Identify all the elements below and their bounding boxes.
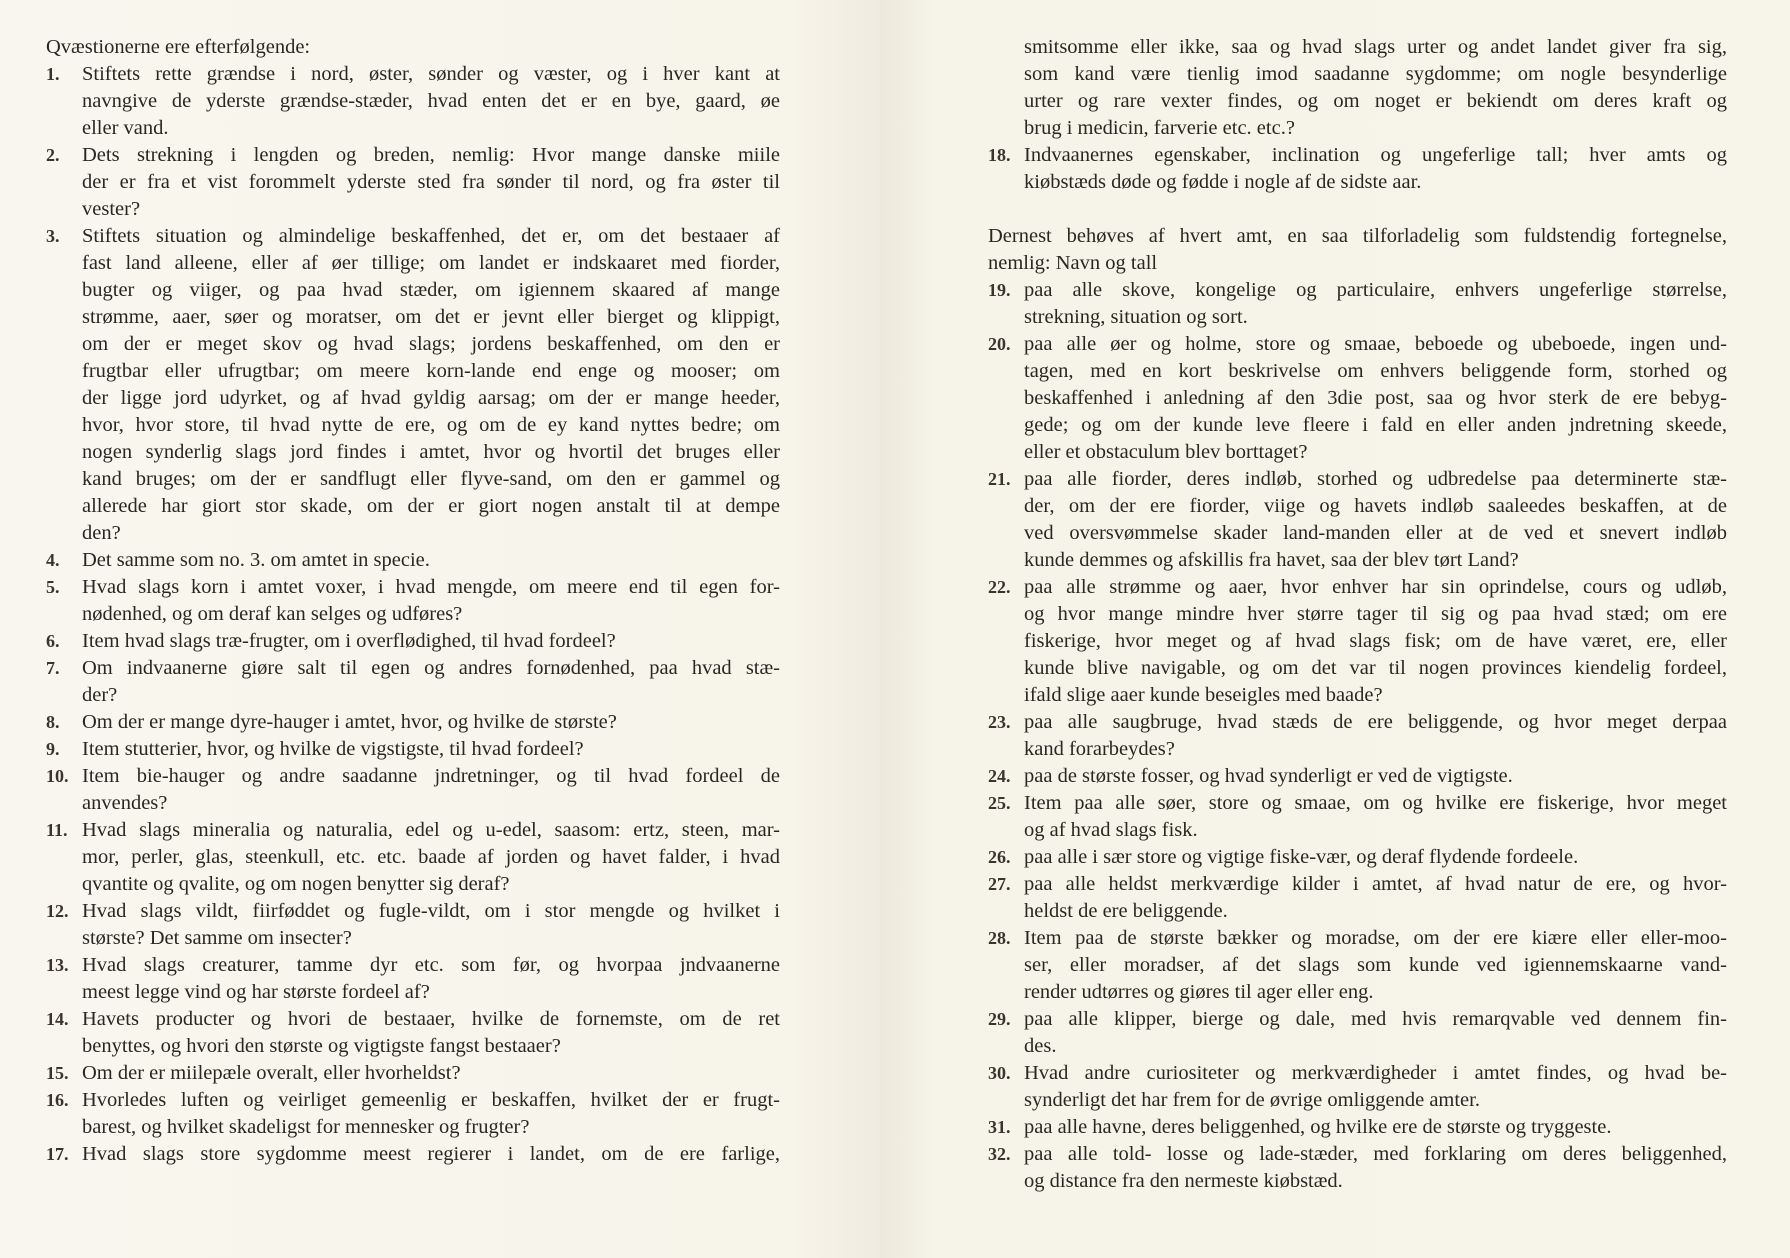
question-number: 19. (988, 280, 1011, 300)
text-line: Hvad slags mineralia og naturalia, edel og u-edel, saasom: ertz, steen, mar- (82, 819, 780, 841)
text-line: som kand være tienlig imod saadanne sygdomme; om nogle besynderlige (1024, 63, 1727, 85)
question-item (46, 547, 780, 574)
question-item (988, 763, 1727, 790)
question-number: 24. (988, 766, 1011, 786)
question-item (46, 898, 780, 952)
question-number: 18. (988, 145, 1011, 165)
question-number: 30. (988, 1063, 1011, 1083)
question-number: 12. (46, 901, 69, 921)
question-item (988, 574, 1727, 709)
question-number: 4. (46, 550, 60, 570)
text-line: Om der er mange dyre-hauger i amtet, hvor, og hvilke de største? (82, 711, 617, 733)
right-page-text (988, 34, 1727, 1195)
text-line: heldst de ere beliggende. (1024, 900, 1228, 922)
question-number: 32. (988, 1144, 1011, 1164)
text-line: fast land alleene, eller af øer tillige; om landet er indskaaret med fiorder, (82, 252, 780, 274)
question-number: 2. (46, 145, 60, 165)
text-line: eller et obstaculum blev borttaget? (1024, 441, 1308, 463)
text-line: Hvad slags vildt, fiirføddet og fugle-vildt, om i stor mengde og hvilket i (82, 900, 780, 922)
question-item (46, 817, 780, 898)
question-item (988, 790, 1727, 844)
text-line: Hvad slags creaturer, tamme dyr etc. som før, og hvorpaa jndvaanerne (82, 954, 780, 976)
question-number: 27. (988, 874, 1011, 894)
text-line: Hvorledes luften og veirliget gemeenlig er beskaffen, hvilket der er frugt- (82, 1089, 780, 1111)
text-line: frugtbar eller ufrugtbar; om meere korn-lande end enge og mooser; om (82, 360, 780, 382)
text-line: Item bie-hauger og andre saadanne jndretninger, og til hvad fordeel de (82, 765, 780, 787)
text-line: paa alle saugbruge, hvad stæds de ere beliggende, og hvor meget derpaa (1024, 711, 1727, 733)
text-line: beskaffenhed i anledning af den 3die post, saa og hvor sterk de ere bebyg- (1024, 387, 1727, 409)
text-line: des. (1024, 1035, 1057, 1057)
text-line: paa alle told- losse og lade-stæder, med forklaring om deres beliggenhed, (1024, 1143, 1727, 1165)
question-number: 5. (46, 577, 60, 597)
question-number: 23. (988, 712, 1011, 732)
text-line: og hvor mange mindre hver større tager til sig og paa hvad stæd; om ere (1024, 603, 1727, 625)
question-item (46, 223, 780, 547)
text-line: smitsomme eller ikke, saa og hvad slags urter og andet landet giver fra sig, (1024, 36, 1727, 58)
question-number: 29. (988, 1009, 1011, 1029)
text-line: eller vand. (82, 117, 169, 139)
question-number: 7. (46, 658, 60, 678)
text-line: nødenhed, og om deraf kan selges og udføres? (82, 603, 463, 625)
question-number: 6. (46, 631, 60, 651)
text-line: Item hvad slags træ-frugter, om i overflødighed, til hvad fordeel? (82, 630, 616, 652)
text-line: qvantite og qvalite, og om nogen benytter sig deraf? (82, 873, 510, 895)
text-line: Om der er miilepæle overalt, eller hvorheldst? (82, 1062, 461, 1084)
text-line: bugter og viiger, og paa hvad stæder, om igiennem skaared af mange (82, 279, 780, 301)
text-line: der, om der ere fiorder, viige og havets indløb saaleedes beskaffen, at de (1024, 495, 1727, 517)
question-number: 31. (988, 1117, 1011, 1137)
text-line: der? (82, 684, 118, 706)
text-line: der ligge jord udyrket, og af hvad gyldig aarsag; om der er mange heeder, (82, 387, 780, 409)
question-number: 14. (46, 1009, 69, 1029)
text-line: Hvad andre curiositeter og merkværdigheder i amtet findes, og hvad be- (1024, 1062, 1727, 1084)
question-item (988, 925, 1727, 1006)
text-line: fiskerige, hvor meget og af hvad slags fisk; om de have været, ere, eller (1024, 630, 1727, 652)
question-item (46, 1141, 780, 1168)
question-number: 16. (46, 1090, 69, 1110)
question-number: 28. (988, 928, 1011, 948)
question-item (988, 1114, 1727, 1141)
text-line: Det samme som no. 3. om amtet in specie. (82, 549, 430, 571)
text-line: der er fra et vist forommelt yderste sted fra sønder til nord, og fra øster til (82, 171, 780, 193)
text-line: hvor, hvor store, til hvad nytte de ere, og om de ey kand nyttes bedre; om (82, 414, 780, 436)
paragraph-gap (988, 196, 1727, 223)
question-number: 3. (46, 226, 60, 246)
text-line: meest legge vind og har største fordeel af? (82, 981, 430, 1003)
question-item (46, 1060, 780, 1087)
text-line: Item paa de største bækker og moradse, om der ere kiære eller eller-moo- (1024, 927, 1727, 949)
text-line: gede; og om der kunde leve fleere i fald en eller anden jndretning skeede, (1024, 414, 1727, 436)
question-item (46, 655, 780, 709)
question-number: 26. (988, 847, 1011, 867)
text-line: den? (82, 522, 121, 544)
text-line: om der er meget skov og hvad slags; jordens beskaffenhed, om den er (82, 333, 780, 355)
text-line: Hvad slags store sygdomme meest regierer i landet, om de ere farlige, (82, 1143, 780, 1165)
question-item (46, 952, 780, 1006)
text-line: kunde blive navigable, og om det var til nogen provinces kiendelig fordeel, (1024, 657, 1727, 679)
text-line: strømme, aaer, søer og moratser, om det er jevnt eller bierget og klippigt, (82, 306, 780, 328)
question-number: 9. (46, 739, 60, 759)
text-line: nogen synderlig slags jord findes i amtet, hvor og hvortil det bruges eller (82, 441, 780, 463)
text-line: Stiftets situation og almindelige beskaffenhed, det er, om det bestaaer af (82, 225, 780, 247)
text-line: og af hvad slags fisk. (1024, 819, 1198, 841)
text-line: Dernest behøves af hvert amt, en saa tilforladelig som fuldstendig fortegnelse, (988, 225, 1727, 247)
right-page (880, 0, 1790, 1258)
question-item (988, 466, 1727, 574)
text-line: Item paa alle søer, store og smaae, om og hvilke ere fiskerige, hvor meget (1024, 792, 1727, 814)
text-line: største? Det samme om insecter? (82, 927, 352, 949)
text-line: ifald slige aaer kunde beseigles med baade? (1024, 684, 1383, 706)
text-line: Havets producter og hvori de bestaaer, hvilke de fornemste, om de ret (82, 1008, 780, 1030)
text-line: paa de største fosser, og hvad synderligt er ved de vigtigste. (1024, 765, 1513, 787)
question-number: 22. (988, 577, 1011, 597)
question-item (46, 628, 780, 655)
text-line: paa alle klipper, bierge og dale, med hvis remarqvable ved dennem fin- (1024, 1008, 1727, 1030)
question-item (46, 709, 780, 736)
text-line: Dets strekning i lengden og breden, nemlig: Hvor mange danske miile (82, 144, 780, 166)
question-number: 8. (46, 712, 60, 732)
question-continuation (988, 34, 1727, 142)
text-line: Qvæstionerne ere efterfølgende: (46, 36, 311, 58)
text-line: Stiftets rette grændse i nord, øster, sønder og væster, og i hver kant at (82, 63, 780, 85)
question-item (46, 574, 780, 628)
question-item (988, 1060, 1727, 1114)
text-line: navngive de yderste grændse-stæder, hvad enten det er en bye, gaard, øe (82, 90, 780, 112)
text-line: kand forarbeydes? (1024, 738, 1175, 760)
question-number: 10. (46, 766, 69, 786)
text-line: anvendes? (82, 792, 168, 814)
text-line: tagen, med en kort beskrivelse om enhvers beliggende form, storhed og (1024, 360, 1727, 382)
question-number: 25. (988, 793, 1011, 813)
question-number: 11. (46, 820, 68, 840)
paragraph (988, 223, 1727, 277)
text-line: Item stutterier, hvor, og hvilke de vigstigste, til hvad fordeel? (82, 738, 584, 760)
question-number: 21. (988, 469, 1011, 489)
text-line: Om indvaanerne giøre salt til egen og andres fornødenhed, paa hvad stæ- (82, 657, 780, 679)
text-line: paa alle strømme og aaer, hvor enhver har sin oprindelse, cours og udløb, (1024, 576, 1727, 598)
text-line: paa alle fiorder, deres indløb, storhed og udbredelse paa determinerte stæ- (1024, 468, 1727, 490)
text-line: paa alle havne, deres beliggenhed, og hvilke ere de største og tryggeste. (1024, 1116, 1612, 1138)
text-line: paa alle øer og holme, store og smaae, beboede og ubeboede, ingen und- (1024, 333, 1727, 355)
text-line: strekning, situation og sort. (1024, 306, 1248, 328)
text-line: brug i medicin, farverie etc. etc.? (1024, 117, 1295, 139)
question-item (988, 871, 1727, 925)
question-item (988, 1006, 1727, 1060)
left-page (0, 0, 880, 1258)
text-line: kunde demmes og afskillis fra havet, saa der blev tørt Land? (1024, 549, 1519, 571)
question-item (46, 763, 780, 817)
question-number: 1. (46, 64, 60, 84)
question-item (988, 142, 1727, 196)
question-number: 15. (46, 1063, 69, 1083)
text-line: synderligt det har frem for de øvrige omliggende amter. (1024, 1089, 1480, 1111)
question-number: 17. (46, 1144, 69, 1164)
question-item (988, 1141, 1727, 1195)
question-item (46, 736, 780, 763)
text-line: barest, og hvilket skadeligst for mennesker og frugter? (82, 1116, 530, 1138)
text-line: mor, perler, glas, steenkull, etc. etc. baade af jorden og havet falder, i hvad (82, 846, 780, 868)
text-line: paa alle skove, kongelige og particulaire, enhvers ungeferlige størrelse, (1024, 279, 1727, 301)
question-item (46, 61, 780, 142)
text-line: Hvad slags korn i amtet voxer, i hvad mengde, om meere end til egen for- (82, 576, 780, 598)
question-item (46, 1006, 780, 1060)
text-line: og distance fra den nermeste kiøbstæd. (1024, 1170, 1343, 1192)
question-item (988, 277, 1727, 331)
text-line: allerede har giort stor skade, om der er giort nogen anstalt til at dempe (82, 495, 780, 517)
question-item (988, 331, 1727, 466)
left-page-text (46, 34, 780, 1168)
text-line: paa alle heldst merkværdige kilder i amtet, af hvad natur de ere, og hvor- (1024, 873, 1727, 895)
text-line: ser, eller moradser, af det slags som kunde ved igiennemskaarne vand- (1024, 954, 1727, 976)
text-line: benyttes, og hvori den største og vigtigste fangst bestaaer? (82, 1035, 561, 1057)
text-line: nemlig: Navn og tall (988, 252, 1158, 274)
text-line: render udtørres og giøres til ager eller eng. (1024, 981, 1374, 1003)
question-item (988, 844, 1727, 871)
question-item (46, 142, 780, 223)
paragraph (46, 34, 780, 61)
question-number: 20. (988, 334, 1011, 354)
text-line: vester? (82, 198, 141, 220)
question-item (46, 1087, 780, 1141)
text-line: ved oversvømmelse skader land-manden eller at de ved et snevert indløb (1024, 522, 1727, 544)
text-line: kand bruges; om der er sandflugt eller flyve-sand, om den er gammel og (82, 468, 780, 490)
text-line: urter og rare vexter findes, og om noget er bekiendt om deres kraft og (1024, 90, 1727, 112)
question-item (988, 709, 1727, 763)
text-line: paa alle i sær store og vigtige fiske-vær, og deraf flydende fordeele. (1024, 846, 1579, 868)
question-number: 13. (46, 955, 69, 975)
text-line: kiøbstæds døde og fødde i nogle af de sidste aar. (1024, 171, 1422, 193)
text-line: Indvaanernes egenskaber, inclination og ungeferlige tall; hver amts og (1024, 144, 1727, 166)
